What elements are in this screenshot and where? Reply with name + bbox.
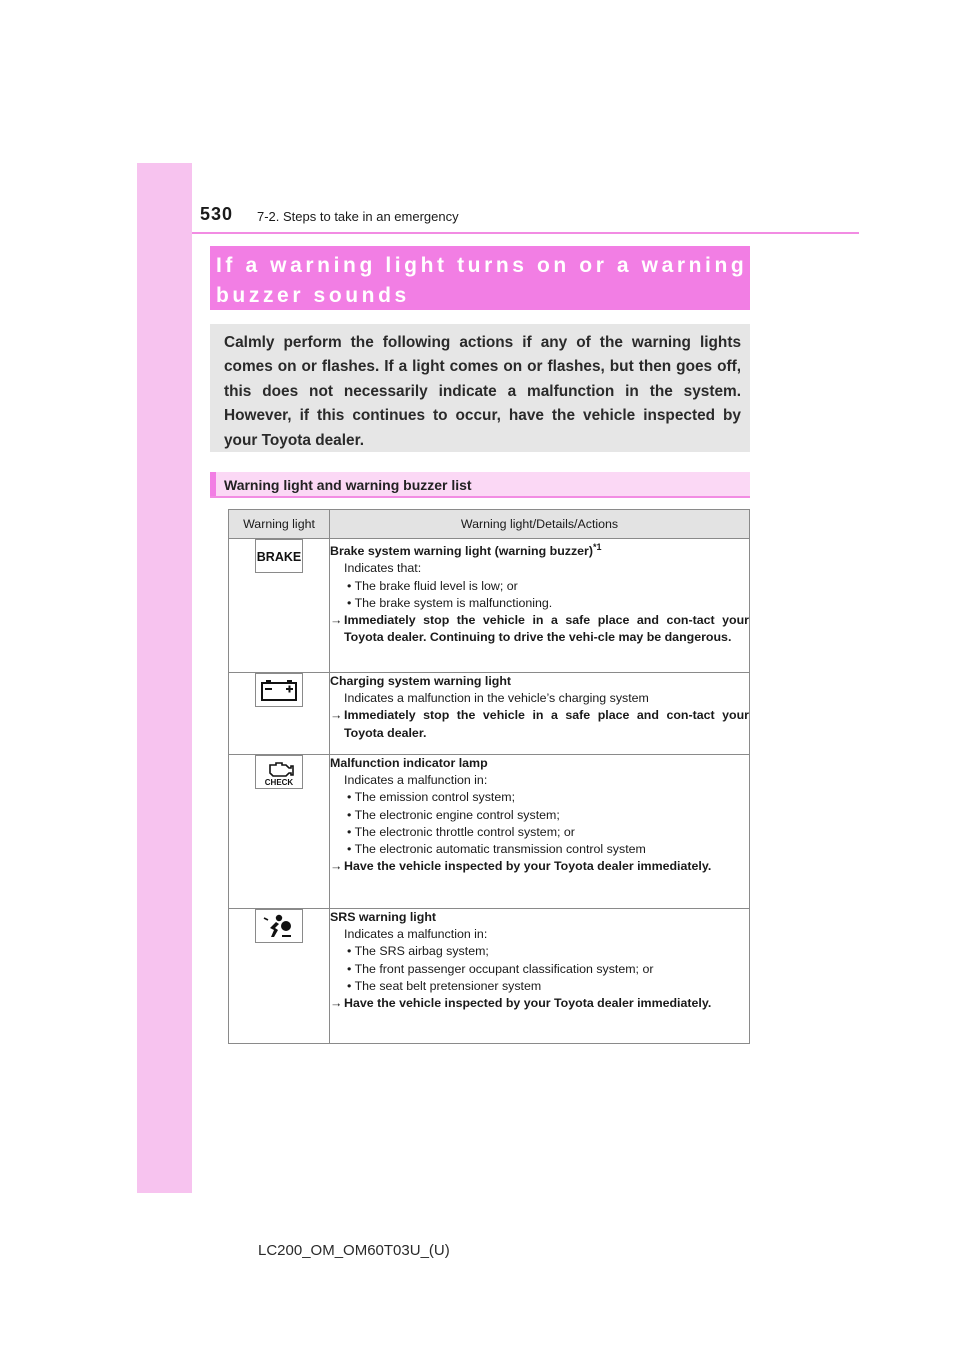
check-engine-icon [255, 755, 303, 789]
row-bullet-text: The emission control system; [354, 790, 516, 805]
footer-document-code: LC200_OM_OM60T03U_(U) [258, 1242, 450, 1259]
row-bullet: • The electronic throttle control system; or [347, 824, 575, 839]
intro-box [210, 324, 750, 452]
row-bullet-text: The electronic engine control system; [354, 807, 560, 822]
row-bullet-text: The brake fluid level is low; or [354, 578, 518, 593]
detail-cell [330, 673, 750, 755]
row-bullet-text: The electronic throttle control system; or [354, 824, 575, 839]
detail-cell [330, 909, 750, 1044]
row-bullet: • The brake fluid level is low; or [347, 578, 518, 593]
row-bullet: • The seat belt pretensioner system [347, 978, 542, 993]
check-icon-text: CHECK [264, 778, 294, 787]
row-bullet: • The electronic automatic transmission control system [347, 842, 646, 857]
table-row [229, 539, 750, 673]
battery-icon [255, 673, 303, 707]
row-bullet-text: The front passenger occupant classification system; or [354, 961, 654, 976]
table-row [229, 673, 750, 755]
row-bullet: • The electronic engine control system; [347, 807, 560, 822]
row-title: Charging system warning light [330, 674, 512, 688]
arrow-right-icon: → [330, 708, 343, 723]
row-bullet-text: The SRS airbag system; [354, 944, 489, 959]
row-bullet-text: The electronic automatic transmission control system [354, 842, 646, 857]
row-title-sup: *1 [593, 542, 602, 552]
detail-cell [330, 755, 750, 909]
row-title: Malfunction indicator lamp [330, 756, 488, 770]
brake-warning-icon [255, 539, 303, 573]
row-title: SRS warning light [330, 910, 437, 924]
column-header-details: Warning light/Details/Actions [330, 510, 750, 539]
row-lead: Indicates a malfunction in the vehicle’s charging system [344, 691, 649, 706]
row-action [330, 707, 749, 741]
table-header-row [229, 510, 750, 539]
header-rule [192, 232, 859, 234]
subsection-heading-bar [210, 472, 216, 496]
subsection-heading [210, 472, 750, 498]
brake-icon-text: BRAKE [256, 550, 302, 564]
column-header-warning-light: Warning light [229, 510, 330, 539]
icon-cell [229, 539, 330, 673]
page-number: 530 [200, 204, 234, 224]
row-lead: Indicates that: [344, 561, 422, 576]
section-title-box [210, 246, 750, 310]
icon-cell [229, 673, 330, 755]
arrow-right-icon: → [330, 859, 343, 874]
row-action [330, 612, 749, 646]
icon-cell [229, 755, 330, 909]
arrow-right-icon: → [330, 612, 343, 627]
icon-cell [229, 909, 330, 1044]
table-row [229, 755, 750, 909]
row-title-text: Brake system warning light (warning buzzer) [330, 544, 594, 559]
side-tab-band [137, 163, 192, 1193]
row-action [330, 858, 749, 875]
section-title-line-2: buzzer sounds [216, 284, 410, 307]
detail-cell [330, 539, 750, 673]
row-title [330, 539, 749, 560]
table-row [229, 909, 750, 1044]
subsection-heading-label: Warning light and warning buzzer list [224, 477, 472, 493]
row-bullet-text: The brake system is malfunctioning. [354, 595, 553, 610]
row-action-text: Immediately stop the vehicle in a safe place and con-tact your Toyota dealer. [344, 708, 749, 740]
row-bullet: • The SRS airbag system; [347, 944, 489, 959]
chapter-title: 7-2. Steps to take in an emergency [257, 209, 459, 224]
row-lead: Indicates a malfunction in: [344, 927, 488, 942]
row-action-text: Immediately stop the vehicle in a safe place and con-tact your Toyota dealer. Continuing to drive the vehi-cle may be dangerous. [344, 612, 749, 645]
row-action-text: Have the vehicle inspected by your Toyota dealer immediately. [344, 996, 712, 1011]
srs-airbag-icon [255, 909, 303, 943]
row-action [330, 995, 749, 1012]
row-action-text: Have the vehicle inspected by your Toyota dealer immediately. [344, 859, 712, 874]
row-bullet: • The brake system is malfunctioning. [347, 595, 553, 610]
arrow-right-icon: → [330, 996, 343, 1011]
row-lead: Indicates a malfunction in: [344, 773, 488, 788]
row-bullet: • The emission control system; [347, 790, 516, 805]
intro-text: Calmly perform the following actions if any of the warning lights comes on or flashes. If a light comes on or flashes, but then goes off, this does not necessarily indicate a malfunction in the system. However, if this continues to occur, have the vehicle inspected by your Toyota dealer. [224, 334, 741, 449]
section-title-line-1: If a warning light turns on or a warning [216, 254, 748, 277]
row-bullet-text: The seat belt pretensioner system [354, 978, 542, 993]
row-bullet: • The front passenger occupant classification system; or [347, 961, 654, 976]
warning-light-table [228, 509, 750, 1044]
